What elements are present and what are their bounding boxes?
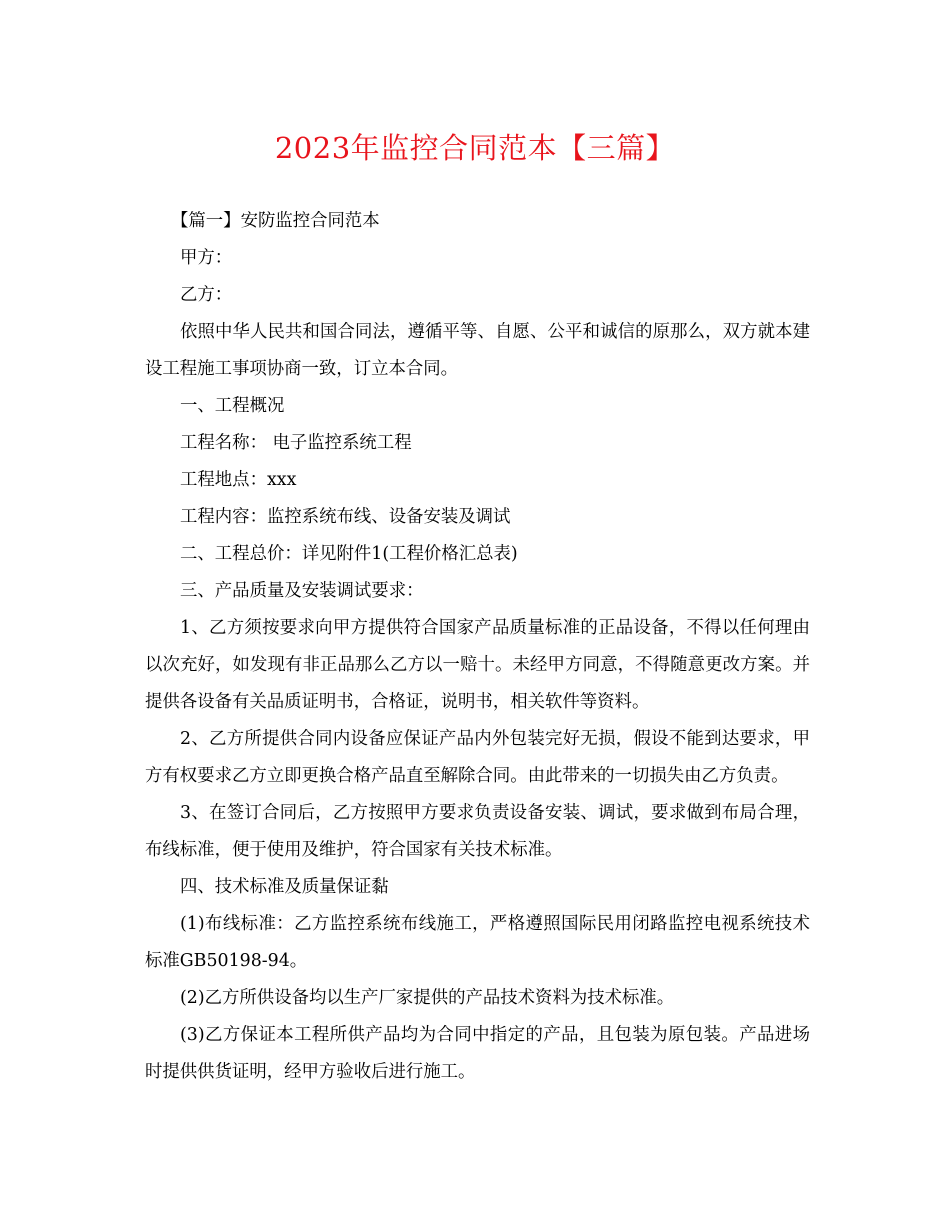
project-content: 工程内容：监控系统布线、设备安装及调试 — [180, 507, 511, 527]
clause-heading-4: 四、技术标准及质量保证黏 — [180, 877, 389, 897]
document-title: 2023年监控合同范本【三篇】 — [274, 131, 676, 165]
clause-item-2: 2、乙方所提供合同内设备应保证产品内外包装完好无损，假设不能到达要求，甲方有权要求乙方立即更换合格产品直至解除合同。由此带来的一切损失由乙方负责。 — [145, 729, 810, 786]
party-b-line: 乙方： — [180, 285, 233, 305]
standard-item-1: (1)布线标准：乙方监控系统布线施工，严格遵照国际民用闭路监控电视系统技术标准GB50198-94。 — [145, 914, 810, 971]
party-a-line: 甲方： — [180, 248, 233, 268]
section-heading-1: 【篇一】安防监控合同范本 — [171, 211, 380, 231]
standard-item-3: (3)乙方保证本工程所供产品均为合同中指定的产品，且包装为原包装。产品进场时提供供货证明，经甲方验收后进行施工。 — [145, 1025, 810, 1082]
project-name: 工程名称： 电子监控系统工程 — [180, 433, 412, 453]
clause-heading-2: 二、工程总价：详见附件1(工程价格汇总表) — [180, 544, 518, 564]
standard-item-2: (2)乙方所供设备均以生产厂家提供的产品技术资料为技术标准。 — [180, 988, 675, 1008]
clause-heading-3: 三、产品质量及安装调试要求： — [180, 581, 424, 601]
clause-item-1: 1、乙方须按要求向甲方提供符合国家产品质量标准的正品设备，不得以任何理由以次充好，如发现有非正品那么乙方以一赔十。未经甲方同意，不得随意更改方案。并提供各设备有关品质证明书，合格证，说明书，相关软件等资料。 — [145, 618, 810, 712]
document-body — [145, 203, 810, 1091]
project-location: 工程地点：xxx — [180, 470, 297, 490]
clause-item-3: 3、在签订合同后，乙方按照甲方要求负责设备安装、调试，要求做到布局合理，布线标准，便于使用及维护，符合国家有关技术标准。 — [145, 803, 810, 860]
preamble-paragraph: 依照中华人民共和国合同法，遵循平等、自愿、公平和诚信的原那么，双方就本建设工程施工事项协商一致，订立本合同。 — [145, 322, 810, 379]
clause-heading-1: 一、工程概况 — [180, 396, 285, 416]
